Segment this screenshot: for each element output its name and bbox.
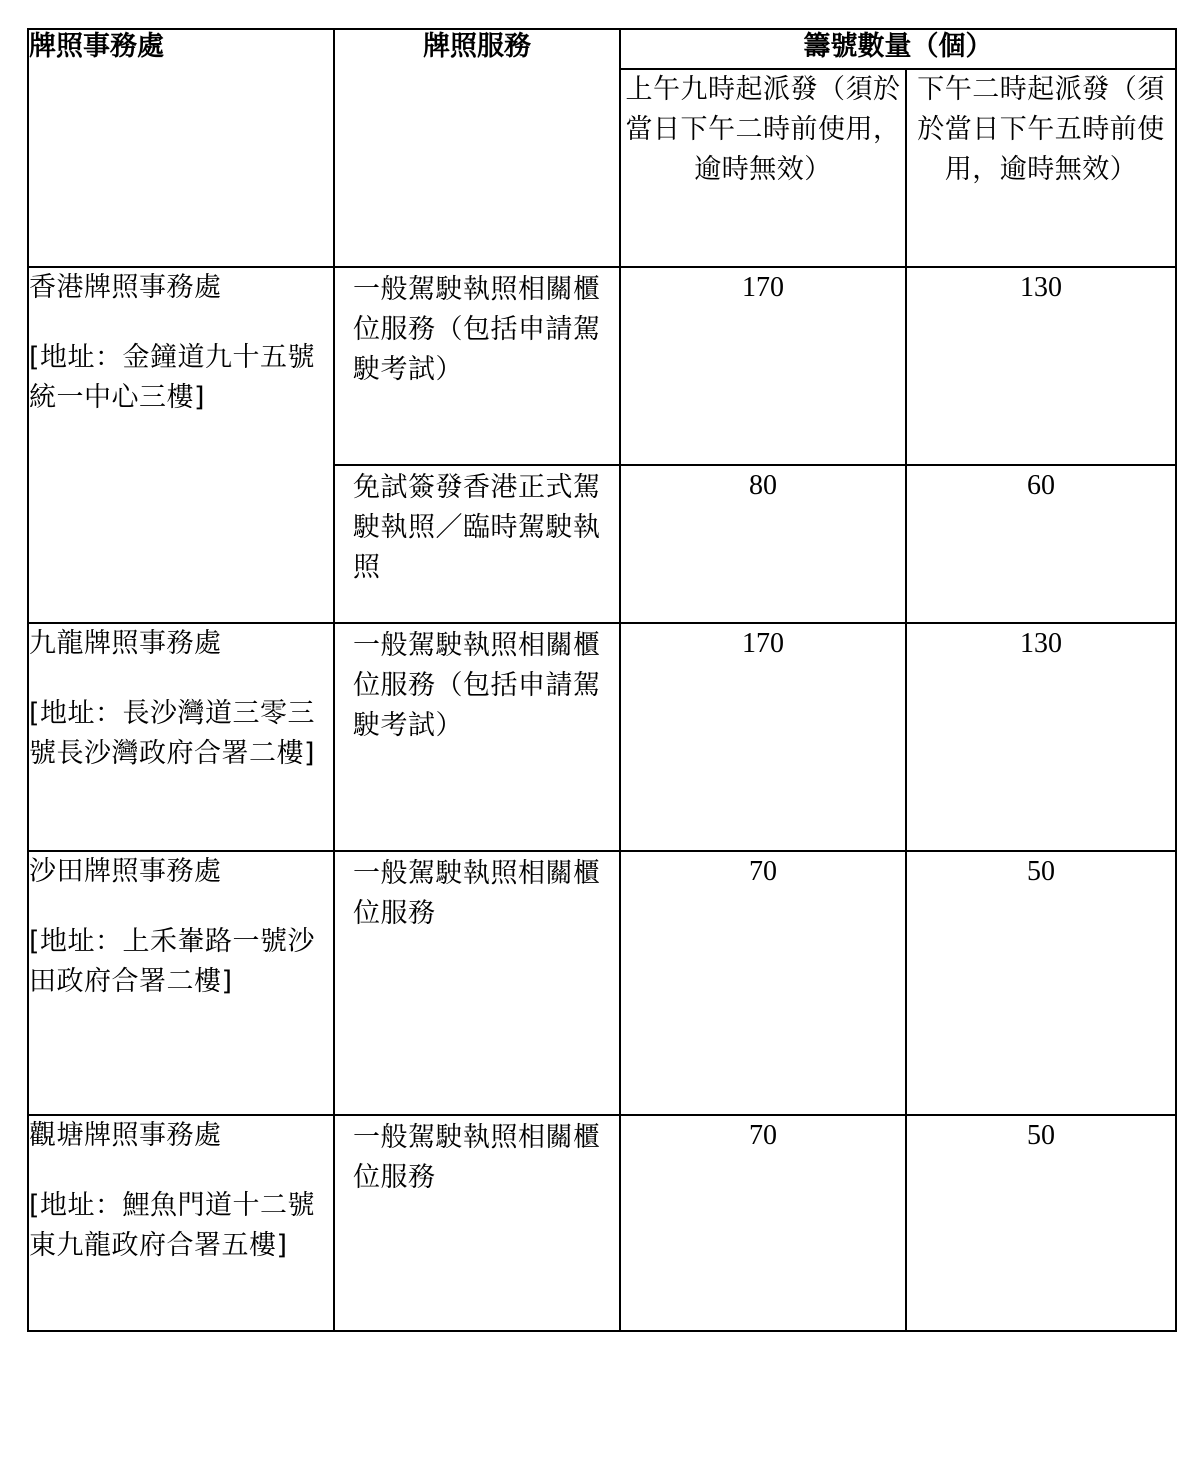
morning-quota: 170: [620, 267, 906, 465]
office-name: 香港牌照事務處: [29, 272, 222, 303]
service-description: 一般駕駛執照相關櫃位服務（包括申請駕駛考試）: [353, 630, 601, 741]
office-name: 觀塘牌照事務處: [29, 1120, 222, 1151]
header-row: [28, 29, 1176, 69]
service-cell: [334, 1115, 620, 1331]
morning-quota: 80: [620, 465, 906, 623]
header-office: 牌照事務處: [28, 29, 334, 267]
service-description: 免試簽發香港正式駕駛執照／臨時駕駛執照: [353, 472, 601, 583]
morning-quota: 70: [620, 1115, 906, 1331]
morning-quota: 70: [620, 851, 906, 1115]
service-cell: [334, 851, 620, 1115]
office-cell: [28, 1115, 334, 1331]
header-morning: 上午九時起派發（須於當日下午二時前使用，逾時無效）: [620, 69, 906, 267]
header-service: 牌照服務: [334, 29, 620, 267]
office-address: [地址：鯉魚門道十二號東九龍政府合署五樓]: [29, 1190, 316, 1261]
office-address: [地址：上禾輋路一號沙田政府合署二樓]: [29, 926, 316, 997]
table-row: [28, 1115, 1176, 1331]
service-cell: [334, 465, 620, 623]
service-cell: [334, 267, 620, 465]
office-cell: [28, 851, 334, 1115]
office-address: [地址：金鐘道九十五號統一中心三樓]: [29, 342, 316, 413]
service-description: 一般駕駛執照相關櫃位服務（包括申請駕駛考試）: [353, 274, 601, 385]
office-cell: [28, 623, 334, 851]
afternoon-quota: 130: [906, 267, 1176, 465]
afternoon-quota: 130: [906, 623, 1176, 851]
table-row: [28, 623, 1176, 851]
afternoon-quota: 60: [906, 465, 1176, 623]
office-cell: [28, 267, 334, 623]
service-cell: [334, 623, 620, 851]
afternoon-quota: 50: [906, 851, 1176, 1115]
office-name: 九龍牌照事務處: [29, 628, 222, 659]
service-description: 一般駕駛執照相關櫃位服務: [353, 858, 601, 929]
service-description: 一般駕駛執照相關櫃位服務: [353, 1122, 601, 1193]
office-address: [地址：長沙灣道三零三號長沙灣政府合署二樓]: [29, 698, 316, 769]
ticket-quota-table: [27, 28, 1177, 1332]
afternoon-quota: 50: [906, 1115, 1176, 1331]
office-name: 沙田牌照事務處: [29, 856, 222, 887]
header-afternoon: 下午二時起派發（須於當日下午五時前使用，逾時無效）: [906, 69, 1176, 267]
table-row: [28, 267, 1176, 465]
morning-quota: 170: [620, 623, 906, 851]
table-row: [28, 851, 1176, 1115]
header-quota: 籌號數量（個）: [620, 29, 1176, 69]
